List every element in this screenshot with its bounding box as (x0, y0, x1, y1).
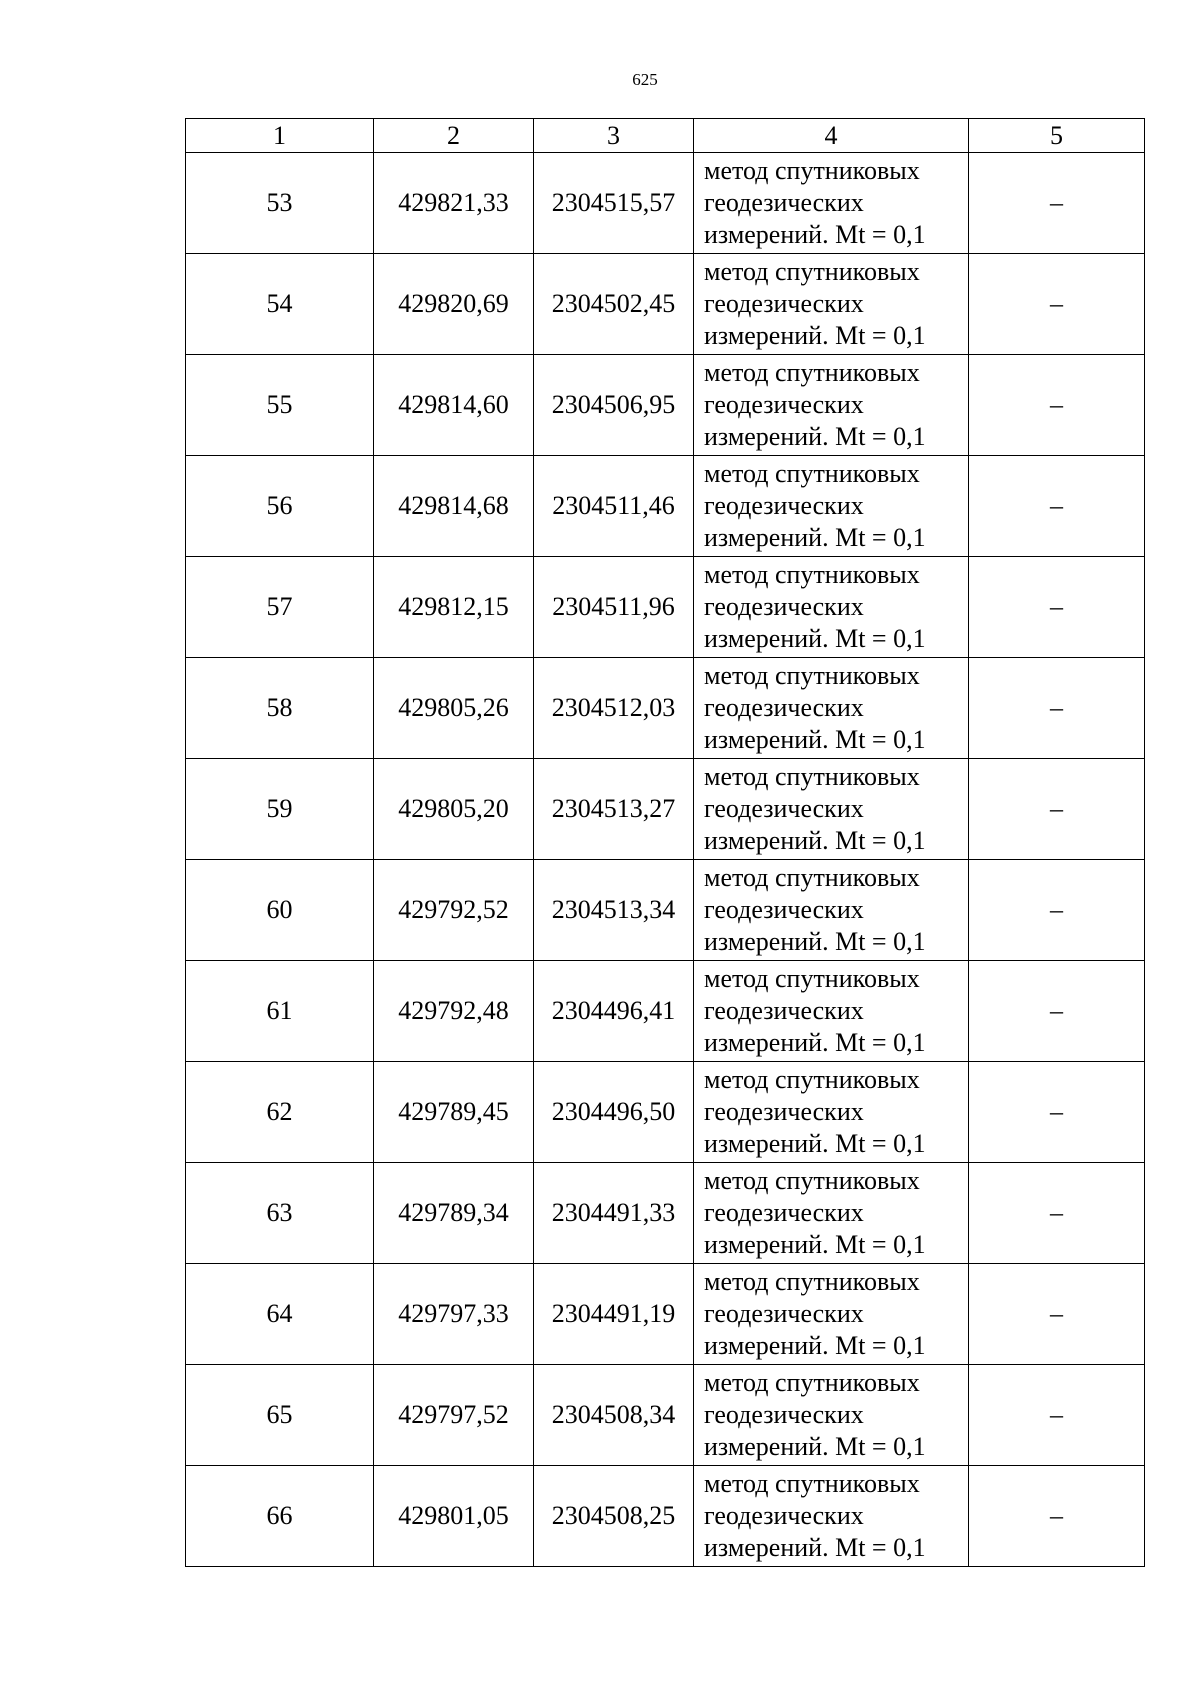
x-coordinate-cell: 429797,33 (374, 1264, 534, 1365)
page-number: 625 (632, 70, 658, 89)
column-header-1: 1 (186, 119, 374, 153)
method-line: измерений. Mt = 0,1 (704, 1230, 926, 1259)
x-coordinate-cell: 429820,69 (374, 254, 534, 355)
table-row (186, 254, 1145, 355)
method-line: метод спутниковых (704, 1368, 920, 1397)
method-line: измерений. Mt = 0,1 (704, 1028, 926, 1057)
method-line: измерений. Mt = 0,1 (704, 826, 926, 855)
method-line: измерений. Mt = 0,1 (704, 624, 926, 653)
method-cell (694, 153, 969, 254)
method-line: геодезических (704, 996, 864, 1025)
note-cell: – (969, 1466, 1145, 1567)
x-coordinate-cell: 429814,68 (374, 456, 534, 557)
method-cell (694, 860, 969, 961)
point-number-cell: 65 (186, 1365, 374, 1466)
note-cell: – (969, 759, 1145, 860)
y-coordinate-cell: 2304513,34 (534, 860, 694, 961)
method-line: геодезических (704, 390, 864, 419)
method-line: геодезических (704, 1501, 864, 1530)
table-row (186, 658, 1145, 759)
method-cell (694, 456, 969, 557)
method-line: метод спутниковых (704, 257, 920, 286)
method-line: геодезических (704, 1097, 864, 1126)
method-cell (694, 557, 969, 658)
note-cell: – (969, 1264, 1145, 1365)
table-row (186, 1264, 1145, 1365)
point-number-cell: 63 (186, 1163, 374, 1264)
method-line: измерений. Mt = 0,1 (704, 1331, 926, 1360)
method-line: измерений. Mt = 0,1 (704, 321, 926, 350)
method-cell (694, 759, 969, 860)
column-header-4: 4 (694, 119, 969, 153)
method-line: измерений. Mt = 0,1 (704, 1533, 926, 1562)
y-coordinate-cell: 2304511,96 (534, 557, 694, 658)
column-header-3: 3 (534, 119, 694, 153)
y-coordinate-cell: 2304506,95 (534, 355, 694, 456)
method-line: геодезических (704, 188, 864, 217)
method-cell (694, 658, 969, 759)
table-row (186, 557, 1145, 658)
point-number-cell: 62 (186, 1062, 374, 1163)
note-cell: – (969, 658, 1145, 759)
y-coordinate-cell: 2304511,46 (534, 456, 694, 557)
x-coordinate-cell: 429797,52 (374, 1365, 534, 1466)
y-coordinate-cell: 2304515,57 (534, 153, 694, 254)
method-line: метод спутниковых (704, 1166, 920, 1195)
y-coordinate-cell: 2304496,50 (534, 1062, 694, 1163)
x-coordinate-cell: 429821,33 (374, 153, 534, 254)
table-row (186, 860, 1145, 961)
method-line: геодезических (704, 289, 864, 318)
method-line: измерений. Mt = 0,1 (704, 422, 926, 451)
note-cell: – (969, 961, 1145, 1062)
point-number-cell: 54 (186, 254, 374, 355)
method-cell (694, 1466, 969, 1567)
x-coordinate-cell: 429792,48 (374, 961, 534, 1062)
point-number-cell: 59 (186, 759, 374, 860)
x-coordinate-cell: 429792,52 (374, 860, 534, 961)
y-coordinate-cell: 2304508,34 (534, 1365, 694, 1466)
method-line: метод спутниковых (704, 863, 920, 892)
method-line: метод спутниковых (704, 964, 920, 993)
note-cell: – (969, 1163, 1145, 1264)
x-coordinate-cell: 429805,20 (374, 759, 534, 860)
method-cell (694, 355, 969, 456)
point-number-cell: 58 (186, 658, 374, 759)
table-row (186, 1062, 1145, 1163)
y-coordinate-cell: 2304513,27 (534, 759, 694, 860)
method-line: измерений. Mt = 0,1 (704, 1129, 926, 1158)
point-number-cell: 61 (186, 961, 374, 1062)
point-number-cell: 53 (186, 153, 374, 254)
y-coordinate-cell: 2304512,03 (534, 658, 694, 759)
method-cell (694, 254, 969, 355)
method-line: метод спутниковых (704, 762, 920, 791)
point-number-cell: 57 (186, 557, 374, 658)
y-coordinate-cell: 2304491,33 (534, 1163, 694, 1264)
note-cell: – (969, 153, 1145, 254)
table-row (186, 1466, 1145, 1567)
method-line: геодезических (704, 1400, 864, 1429)
table-body (186, 153, 1145, 1567)
method-cell (694, 1062, 969, 1163)
x-coordinate-cell: 429789,34 (374, 1163, 534, 1264)
y-coordinate-cell: 2304508,25 (534, 1466, 694, 1567)
note-cell: – (969, 1062, 1145, 1163)
point-number-cell: 56 (186, 456, 374, 557)
y-coordinate-cell: 2304502,45 (534, 254, 694, 355)
method-line: измерений. Mt = 0,1 (704, 927, 926, 956)
method-line: метод спутниковых (704, 459, 920, 488)
method-line: геодезических (704, 1299, 864, 1328)
method-line: метод спутниковых (704, 1065, 920, 1094)
point-number-cell: 55 (186, 355, 374, 456)
x-coordinate-cell: 429805,26 (374, 658, 534, 759)
method-cell (694, 961, 969, 1062)
method-line: измерений. Mt = 0,1 (704, 1432, 926, 1461)
point-number-cell: 60 (186, 860, 374, 961)
method-cell (694, 1365, 969, 1466)
note-cell: – (969, 456, 1145, 557)
method-line: измерений. Mt = 0,1 (704, 523, 926, 552)
method-line: геодезических (704, 491, 864, 520)
x-coordinate-cell: 429812,15 (374, 557, 534, 658)
y-coordinate-cell: 2304496,41 (534, 961, 694, 1062)
table-row (186, 153, 1145, 254)
table-row (186, 456, 1145, 557)
table-row (186, 1163, 1145, 1264)
table-row (186, 355, 1145, 456)
method-line: метод спутниковых (704, 1267, 920, 1296)
method-cell (694, 1264, 969, 1365)
method-line: метод спутниковых (704, 560, 920, 589)
x-coordinate-cell: 429801,05 (374, 1466, 534, 1567)
coordinates-table (185, 118, 1145, 1567)
note-cell: – (969, 254, 1145, 355)
method-line: геодезических (704, 1198, 864, 1227)
table-row (186, 1365, 1145, 1466)
note-cell: – (969, 1365, 1145, 1466)
method-line: измерений. Mt = 0,1 (704, 725, 926, 754)
method-line: метод спутниковых (704, 661, 920, 690)
note-cell: – (969, 557, 1145, 658)
method-line: метод спутниковых (704, 358, 920, 387)
method-line: метод спутниковых (704, 1469, 920, 1498)
method-line: геодезических (704, 794, 864, 823)
x-coordinate-cell: 429814,60 (374, 355, 534, 456)
y-coordinate-cell: 2304491,19 (534, 1264, 694, 1365)
method-line: метод спутниковых (704, 156, 920, 185)
table-row (186, 961, 1145, 1062)
method-line: измерений. Mt = 0,1 (704, 220, 926, 249)
method-line: геодезических (704, 895, 864, 924)
point-number-cell: 66 (186, 1466, 374, 1567)
note-cell: – (969, 355, 1145, 456)
column-header-2: 2 (374, 119, 534, 153)
point-number-cell: 64 (186, 1264, 374, 1365)
table-header-row (186, 119, 1145, 153)
method-cell (694, 1163, 969, 1264)
method-line: геодезических (704, 693, 864, 722)
note-cell: – (969, 860, 1145, 961)
column-header-5: 5 (969, 119, 1145, 153)
x-coordinate-cell: 429789,45 (374, 1062, 534, 1163)
method-line: геодезических (704, 592, 864, 621)
table-row (186, 759, 1145, 860)
